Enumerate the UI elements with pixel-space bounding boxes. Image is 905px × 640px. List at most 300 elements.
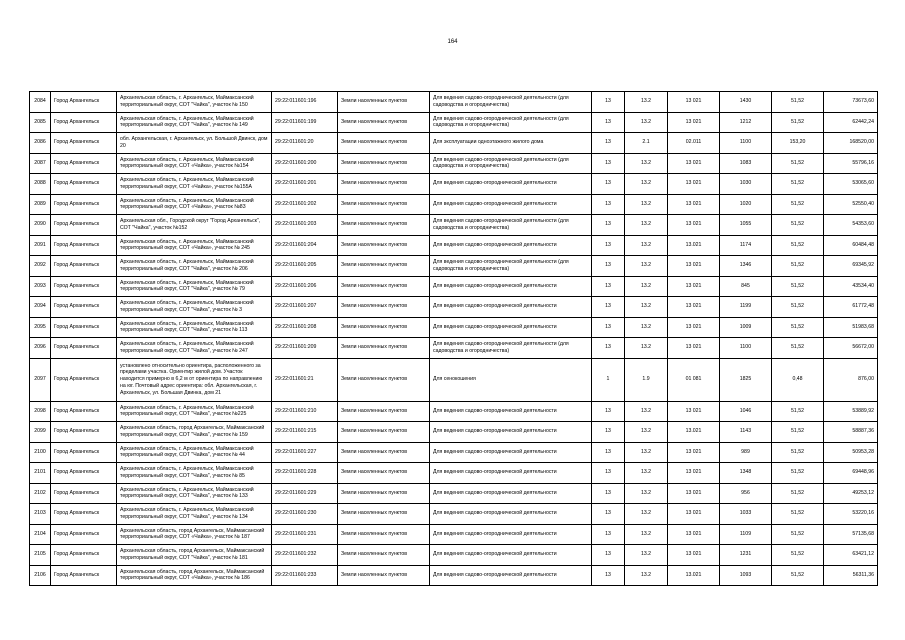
cell-address: Архангельская область, г. Архангельск, Маймаксанский территориальный округ, СОТ "Чайка", участок № 133 [117,483,272,504]
table-row [30,504,878,525]
table-row [30,442,878,463]
cell-subgroup-code: 13.2 [625,112,668,133]
cell-municipality: Город Архангельск [51,92,117,113]
cell-group-code: 13 [592,174,625,195]
cell-land-category: Земли населенных пунктов [338,133,430,154]
cell-use-code: 13 021 [668,545,720,566]
cell-subgroup-code: 13.2 [625,483,668,504]
cell-cadastral-value: 69448,96 [824,463,878,484]
cell-permitted-use: Для ведения садово-огороднической деятельности [430,235,592,256]
cell-use-code: 13 021 [668,256,720,277]
cell-cadastral-value: 56311,36 [824,565,878,586]
cell-land-category: Земли населенных пунктов [338,504,430,525]
cell-subgroup-code: 2.1 [625,133,668,154]
cell-land-category: Земли населенных пунктов [338,565,430,586]
table-row [30,256,878,277]
cell-use-code: 13 021 [668,92,720,113]
cell-area: 1046 [720,401,772,422]
cell-row-number: 2084 [30,92,51,113]
cell-cadastral-value: 168520,00 [824,133,878,154]
cell-group-code: 13 [592,92,625,113]
cell-cadastral-value: 57135,68 [824,524,878,545]
cell-row-number: 2099 [30,422,51,443]
cell-permitted-use: Для сенокошения [430,358,592,401]
cell-group-code: 13 [592,565,625,586]
table-row [30,524,878,545]
cell-subgroup-code: 13.2 [625,276,668,297]
cell-group-code: 13 [592,524,625,545]
cell-municipality: Город Архангельск [51,256,117,277]
cell-municipality: Город Архангельск [51,422,117,443]
cell-group-code: 13 [592,483,625,504]
cell-group-code: 13 [592,545,625,566]
cell-specific-value: 51,52 [772,317,824,338]
cell-subgroup-code: 13.2 [625,545,668,566]
table-row [30,235,878,256]
cell-area: 1030 [720,174,772,195]
cell-cadastral-value: 56672,00 [824,338,878,359]
cell-permitted-use: Для эксплуатации одноэтажного жилого дома [430,133,592,154]
cell-permitted-use: Для ведения садово-огороднической деятельности [430,317,592,338]
cell-land-category: Земли населенных пунктов [338,524,430,545]
cell-cadastral-value: 61772,48 [824,297,878,318]
cell-area: 1143 [720,422,772,443]
cell-specific-value: 51,52 [772,174,824,195]
cell-specific-value: 51,52 [772,545,824,566]
cell-address: Архангельская обл., Городской округ "Город Архангельск", СОТ "Чайка", участок №152 [117,215,272,236]
cell-subgroup-code: 13.2 [625,463,668,484]
cell-use-code: 13 021 [668,276,720,297]
cell-address: обл. Архангельская, г. Архангельск, ул. Большой Двинск, дом 20 [117,133,272,154]
cell-permitted-use: Для ведения садово-огороднической деятельности [430,174,592,195]
cell-cadastral-number: 29:22:011601:209 [272,338,338,359]
cell-cadastral-value: 53065,60 [824,174,878,195]
cell-row-number: 2085 [30,112,51,133]
cell-cadastral-number: 29:22:011601:232 [272,545,338,566]
cell-area: 1825 [720,358,772,401]
table-row [30,317,878,338]
cell-land-category: Земли населенных пунктов [338,276,430,297]
cell-subgroup-code: 13.2 [625,422,668,443]
cell-subgroup-code: 13.2 [625,401,668,422]
cell-land-category: Земли населенных пунктов [338,422,430,443]
cell-specific-value: 51,52 [772,194,824,215]
cell-use-code: 01 081 [668,358,720,401]
cell-permitted-use: Для ведения садово-огороднической деятельности (для садоводства и огородничества) [430,92,592,113]
cell-subgroup-code: 13.2 [625,297,668,318]
cell-land-category: Земли населенных пунктов [338,92,430,113]
cell-cadastral-value: 55796,16 [824,153,878,174]
cell-permitted-use: Для ведения садово-огороднической деятельности [430,483,592,504]
table-row [30,174,878,195]
cell-municipality: Город Архангельск [51,483,117,504]
cell-address: Архангельская область, г. Архангельск, Маймаксанский территориальный округ, СОТ "Чайка", участок № 150 [117,92,272,113]
cell-land-category: Земли населенных пунктов [338,338,430,359]
cell-row-number: 2086 [30,133,51,154]
cell-address: Архангельская область, г. Архангельск, Маймаксанский территориальный округ, СОТ "Чайка", участок № 79 [117,276,272,297]
cell-row-number: 2101 [30,463,51,484]
cell-specific-value: 51,52 [772,504,824,525]
cell-permitted-use: Для ведения садово-огороднической деятельности [430,297,592,318]
cell-group-code: 13 [592,153,625,174]
cell-address: Архангельская область, г. Архангельск, Маймаксанский территориальный округ, СОТ "Чайка", участок № 3 [117,297,272,318]
cell-municipality: Город Архангельск [51,338,117,359]
cell-cadastral-number: 29:22:011601:210 [272,401,338,422]
cell-cadastral-number: 29:22:011601:208 [272,317,338,338]
cell-specific-value: 51,52 [772,422,824,443]
cell-permitted-use: Для ведения садово-огороднической деятельности (для садоводства и огородничества) [430,153,592,174]
cell-address: Архангельская область, г. Архангельск, Маймаксанский территориальный округ, СОТ «Чайка», участок №155А [117,174,272,195]
table-body [30,92,878,586]
cell-area: 1033 [720,504,772,525]
cell-cadastral-number: 29:22:011601:196 [272,92,338,113]
table-row [30,194,878,215]
cell-specific-value: 51,52 [772,276,824,297]
cell-permitted-use: Для ведения садово-огороднической деятельности [430,545,592,566]
cell-subgroup-code: 13.2 [625,256,668,277]
cell-municipality: Город Архангельск [51,504,117,525]
cell-address: Архангельская область, город Архангельск, Маймаксанский территориальный округ, СОТ "Чайка", участок № 159 [117,422,272,443]
cell-row-number: 2106 [30,565,51,586]
cell-use-code: 13 021 [668,504,720,525]
cell-group-code: 13 [592,297,625,318]
cell-subgroup-code: 13.2 [625,317,668,338]
cell-subgroup-code: 13.2 [625,235,668,256]
cell-use-code: 13 021 [668,215,720,236]
cell-group-code: 13 [592,317,625,338]
cell-area: 956 [720,483,772,504]
cell-group-code: 13 [592,442,625,463]
table-row [30,133,878,154]
cell-specific-value: 51,52 [772,401,824,422]
cell-address: Архангельская область, г. Архангельск, Маймаксанский территориальный округ, СОТ "Чайка", участок № 134 [117,504,272,525]
cell-subgroup-code: 13.2 [625,153,668,174]
cell-cadastral-number: 29:22:011601:202 [272,194,338,215]
cell-cadastral-number: 29:22:011601:207 [272,297,338,318]
cell-municipality: Город Архангельск [51,401,117,422]
cell-group-code: 13 [592,194,625,215]
cell-use-code: 13 021 [668,153,720,174]
cell-cadastral-number: 29:22:011601:200 [272,153,338,174]
cell-land-category: Земли населенных пунктов [338,545,430,566]
cell-address: установлено относительно ориентира, расположенного за пределами участка. Ориентир жилой дом. Участок находится примерно в 6,2 м от ориентира по направлению на юг. Почтовый адрес ориентира: обл. Архангельская, г. Архангельск, ул. Большая Двинка, дом 21 [117,358,272,401]
cell-row-number: 2093 [30,276,51,297]
cell-permitted-use: Для ведения садово-огороднической деятельности [430,276,592,297]
cell-group-code: 13 [592,422,625,443]
cell-area: 1109 [720,524,772,545]
table-row [30,92,878,113]
cell-cadastral-number: 29:22:011601:201 [272,174,338,195]
cell-permitted-use: Для ведения садово-огороднической деятельности [430,401,592,422]
cell-address: Архангельская область, г. Архангельск, Маймаксанский территориальный округ, СОТ "Чайка", участок №225 [117,401,272,422]
cell-use-code: 13 021 [668,317,720,338]
cell-cadastral-number: 29:22:011601:215 [272,422,338,443]
cell-area: 989 [720,442,772,463]
table-row [30,358,878,401]
cell-specific-value: 51,52 [772,565,824,586]
cell-row-number: 2102 [30,483,51,504]
table-row [30,112,878,133]
cell-address: Архангельская область, г. Архангельск, Маймаксанский территориальный округ, СОТ "Чайка", участок № 85 [117,463,272,484]
cell-cadastral-number: 29:22:011601:227 [272,442,338,463]
cell-land-category: Земли населенных пунктов [338,194,430,215]
cell-specific-value: 51,52 [772,442,824,463]
cell-permitted-use: Для ведения садово-огороднической деятельности [430,422,592,443]
cell-permitted-use: Для ведения садово-огороднической деятельности (для садоводства и огородничества) [430,112,592,133]
cell-permitted-use: Для ведения садово-огороднической деятельности (для садоводства и огородничества) [430,338,592,359]
cell-row-number: 2087 [30,153,51,174]
cell-municipality: Город Архангельск [51,276,117,297]
cell-municipality: Город Архангельск [51,133,117,154]
cell-area: 1100 [720,338,772,359]
cell-municipality: Город Архангельск [51,112,117,133]
cell-use-code: 13 021 [668,194,720,215]
cell-municipality: Город Архангельск [51,215,117,236]
cell-cadastral-value: 54353,60 [824,215,878,236]
table-row [30,297,878,318]
cell-cadastral-value: 876,00 [824,358,878,401]
cell-row-number: 2096 [30,338,51,359]
cell-area: 1231 [720,545,772,566]
cell-cadastral-value: 53220,16 [824,504,878,525]
cell-cadastral-value: 62442,24 [824,112,878,133]
table-row [30,463,878,484]
cell-cadastral-value: 50953,28 [824,442,878,463]
cell-address: Архангельская область, г. Архангельск, Маймаксанский территориальный округ, СОТ "Чайка", участок № 149 [117,112,272,133]
cell-permitted-use: Для ведения садово-огороднической деятельности (для садоводства и огородничества) [430,256,592,277]
cell-cadastral-number: 29:22:011601:228 [272,463,338,484]
cell-row-number: 2089 [30,194,51,215]
cell-land-category: Земли населенных пунктов [338,442,430,463]
cell-use-code: 13.021 [668,422,720,443]
cell-group-code: 13 [592,276,625,297]
cell-use-code: 13 021 [668,174,720,195]
cell-permitted-use: Для ведения садово-огороднической деятельности (для садоводства и огородничества) [430,215,592,236]
cell-row-number: 2091 [30,235,51,256]
cell-use-code: 13 021 [668,524,720,545]
cell-land-category: Земли населенных пунктов [338,401,430,422]
cell-group-code: 13 [592,112,625,133]
cell-municipality: Город Архангельск [51,317,117,338]
cell-specific-value: 51,52 [772,215,824,236]
cell-specific-value: 0,48 [772,358,824,401]
table-row [30,565,878,586]
cell-specific-value: 51,52 [772,153,824,174]
cell-cadastral-number: 29:22:011601:20 [272,133,338,154]
cell-cadastral-value: 53889,92 [824,401,878,422]
cell-specific-value: 51,52 [772,524,824,545]
cell-permitted-use: Для ведения садово-огороднической деятельности [430,565,592,586]
cell-group-code: 13 [592,401,625,422]
cell-address: Архангельская область, г. Архангельск, Маймаксанский территориальный округ, СОТ "Чайка", участок № 113 [117,317,272,338]
cell-use-code: 13 021 [668,463,720,484]
cell-land-category: Земли населенных пунктов [338,297,430,318]
cell-area: 845 [720,276,772,297]
cell-use-code: 13.021 [668,235,720,256]
cell-land-category: Земли населенных пунктов [338,215,430,236]
cell-land-category: Земли населенных пунктов [338,235,430,256]
cell-row-number: 2098 [30,401,51,422]
cell-cadastral-value: 63421,12 [824,545,878,566]
cell-area: 1009 [720,317,772,338]
cell-municipality: Город Архангельск [51,442,117,463]
cell-row-number: 2100 [30,442,51,463]
cell-municipality: Город Архангельск [51,358,117,401]
cell-address: Архангельская область, город Архангельск, Маймаксанский территориальный округ, СОТ "Чайка", участок № 181 [117,545,272,566]
cell-group-code: 13 [592,504,625,525]
cell-address: Архангельская область, г. Архангельск, Маймаксанский территориальный округ, СОТ "Чайка", участок № 44 [117,442,272,463]
cell-use-code: 13 021 [668,483,720,504]
cell-use-code: 13 021 [668,442,720,463]
cell-cadastral-number: 29:22:011601:233 [272,565,338,586]
cell-municipality: Город Архангельск [51,235,117,256]
cell-area: 1174 [720,235,772,256]
cell-group-code: 13 [592,235,625,256]
cell-municipality: Город Архангельск [51,524,117,545]
cell-cadastral-number: 29:22:011601:199 [272,112,338,133]
cell-subgroup-code: 13.2 [625,215,668,236]
cell-row-number: 2094 [30,297,51,318]
land-plots-table [29,91,878,586]
cell-address: Архангельская область, г. Архангельск, Маймаксанский территориальный округ, СОТ «Чайка», участок №83 [117,194,272,215]
cell-specific-value: 51,52 [772,338,824,359]
cell-row-number: 2095 [30,317,51,338]
cell-address: Архангельская область, г. Архангельск, Маймаксанский территориальный округ, СОТ «Чайка», участок № 245 [117,235,272,256]
cell-use-code: 13 021 [668,297,720,318]
cell-land-category: Земли населенных пунктов [338,483,430,504]
cell-municipality: Город Архангельск [51,297,117,318]
cell-cadastral-value: 60484,48 [824,235,878,256]
cell-subgroup-code: 13.2 [625,194,668,215]
cell-municipality: Город Архангельск [51,565,117,586]
cell-cadastral-value: 69345,92 [824,256,878,277]
cell-group-code: 13 [592,133,625,154]
cell-permitted-use: Для ведения садово-огороднической деятельности [430,194,592,215]
cell-cadastral-value: 58887,36 [824,422,878,443]
table-row [30,545,878,566]
cell-specific-value: 51,52 [772,112,824,133]
cell-cadastral-number: 29:22:011601:204 [272,235,338,256]
cell-use-code: 13 021 [668,338,720,359]
cell-cadastral-number: 29:22:011601:230 [272,504,338,525]
cell-address: Архангельская область, г. Архангельск, Маймаксанский территориальный округ, СОТ "Чайка", участок № 206 [117,256,272,277]
cell-subgroup-code: 13.2 [625,92,668,113]
cell-permitted-use: Для ведения садово-огороднической деятельности [430,442,592,463]
cell-cadastral-value: 73673,60 [824,92,878,113]
cell-cadastral-number: 29:22:011601:231 [272,524,338,545]
cell-cadastral-number: 29:22:011601:229 [272,483,338,504]
cell-area: 1100 [720,133,772,154]
cell-cadastral-number: 29:22:011601:205 [272,256,338,277]
cell-municipality: Город Архангельск [51,463,117,484]
table-row [30,215,878,236]
cell-subgroup-code: 13.2 [625,442,668,463]
cell-group-code: 13 [592,215,625,236]
cell-area: 1020 [720,194,772,215]
cell-cadastral-value: 49253,12 [824,483,878,504]
cell-row-number: 2105 [30,545,51,566]
cell-municipality: Город Архангельск [51,545,117,566]
cell-use-code: 02.011 [668,133,720,154]
table-row [30,153,878,174]
cell-cadastral-value: 43534,40 [824,276,878,297]
cell-permitted-use: Для ведения садово-огороднической деятельности [430,463,592,484]
cell-area: 1430 [720,92,772,113]
table-row [30,276,878,297]
cell-subgroup-code: 13.2 [625,504,668,525]
cell-specific-value: 51,52 [772,235,824,256]
cell-permitted-use: Для ведения садово-огороднической деятельности [430,504,592,525]
table-row [30,338,878,359]
cell-area: 1346 [720,256,772,277]
cell-group-code: 13 [592,463,625,484]
cell-specific-value: 51,52 [772,297,824,318]
cell-municipality: Город Архангельск [51,174,117,195]
cell-row-number: 2088 [30,174,51,195]
table-row [30,422,878,443]
cell-specific-value: 51,52 [772,483,824,504]
cell-cadastral-number: 29:22:011601:206 [272,276,338,297]
table-row [30,401,878,422]
cell-row-number: 2097 [30,358,51,401]
cell-use-code: 13.021 [668,565,720,586]
cell-subgroup-code: 13.2 [625,565,668,586]
cell-land-category: Земли населенных пунктов [338,112,430,133]
cell-cadastral-value: 52550,40 [824,194,878,215]
cell-land-category: Земли населенных пунктов [338,153,430,174]
cell-address: Архангельская область, г. Архангельск, Маймаксанский территориальный округ, СОТ "Чайка", участок № 247 [117,338,272,359]
cell-land-category: Земли населенных пунктов [338,256,430,277]
cell-use-code: 13 021 [668,401,720,422]
cell-row-number: 2092 [30,256,51,277]
cell-specific-value: 51,52 [772,92,824,113]
cell-municipality: Город Архангельск [51,153,117,174]
cell-group-code: 13 [592,256,625,277]
cell-area: 1199 [720,297,772,318]
cell-land-category: Земли населенных пунктов [338,463,430,484]
cell-permitted-use: Для ведения садово-огороднической деятельности [430,524,592,545]
cell-specific-value: 153,20 [772,133,824,154]
cell-group-code: 1 [592,358,625,401]
cell-area: 1083 [720,153,772,174]
cell-area: 1212 [720,112,772,133]
cell-subgroup-code: 13.2 [625,524,668,545]
cell-land-category: Земли населенных пунктов [338,317,430,338]
cell-subgroup-code: 1.9 [625,358,668,401]
cell-address: Архангельская область, г. Архангельск, Маймаксанский территориальный округ, СОТ «Чайка», участок №154 [117,153,272,174]
cell-area: 1348 [720,463,772,484]
cell-land-category: Земли населенных пунктов [338,174,430,195]
cell-cadastral-number: 29:22:011601:21 [272,358,338,401]
cell-subgroup-code: 13.2 [625,174,668,195]
cell-row-number: 2103 [30,504,51,525]
cell-group-code: 13 [592,338,625,359]
cell-specific-value: 51,52 [772,256,824,277]
cell-cadastral-value: 51983,68 [824,317,878,338]
cell-address: Архангельская область, город Архангельск, Маймаксанский территориальный округ, СОТ «Чайка», участок № 187 [117,524,272,545]
cell-subgroup-code: 13.2 [625,338,668,359]
cell-use-code: 13 021 [668,112,720,133]
cell-area: 1093 [720,565,772,586]
table-row [30,483,878,504]
page-number: 164 [447,39,458,45]
cell-address: Архангельская область, город Архангельск, Маймаксанский территориальный округ, СОТ «Чайка», участок № 186 [117,565,272,586]
cell-cadastral-number: 29:22:011601:203 [272,215,338,236]
cell-row-number: 2104 [30,524,51,545]
cell-municipality: Город Архангельск [51,194,117,215]
cell-row-number: 2090 [30,215,51,236]
cell-area: 1055 [720,215,772,236]
